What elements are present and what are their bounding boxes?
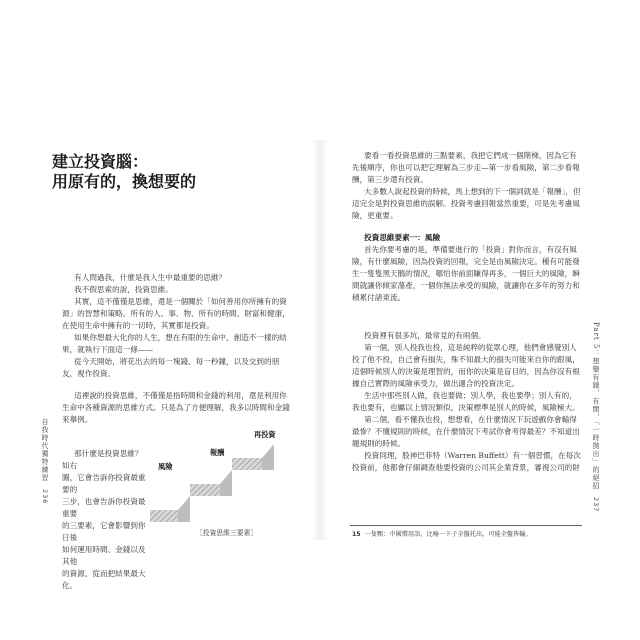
paragraph: 首先你要考慮的是，準備要進行的「投資」對你而言，有沒有風險，有什麼風險，因為投資的回報，完全是由風險決定。種有可能發生一隻隻黑天鵝的情況，哪怕你前面賺得再多，一個巨大的風險，瞬間就讓你傾家蕩產，一個你無法承受的風險，就讓你在多年的努力和積累付諸東流。	[352, 245, 580, 302]
footnote-divider	[350, 525, 582, 526]
stair-step-1-riser	[178, 496, 190, 522]
footnote-number: 15	[352, 531, 361, 538]
paragraph: 第二個，看不懂我也投，想想看，在什麼情況下玩遊戲你會輸得最慘？不懂規則的時候，在什麼情況下考試你會考得最差？不知道出題規則的時候。	[352, 415, 580, 448]
staircase-diagram	[150, 424, 300, 522]
right-running-header	[589, 322, 601, 513]
paragraph: 投資裡有很多坑，最常見的有兩個。	[364, 331, 486, 340]
paragraph: 如果你想最大化你的人生，想在有限的生命中，創造不一樣的結果，就執行下面這一條——	[62, 333, 287, 354]
paragraph: 這裡說的投資思維，不僅僅是指時間和金錢的利用，還是利用你生命中各種資源的思維方式。只是為了方便理解，我多以時間和金錢來舉例。	[62, 391, 290, 424]
stair-step-1	[150, 510, 178, 522]
text-line: 的資源，從而把結果最大化。	[62, 569, 146, 590]
left-page-number: 236	[41, 489, 49, 505]
chapter-title-line-2: 用原有的，換想要的	[52, 172, 197, 191]
page-gutter	[312, 140, 328, 540]
part-title-vertical: Part 5：想變有錢、有閒，「一時拋出」的絕招	[592, 322, 600, 490]
paragraph: 從今天開始，將花出去的每一塊錢、每一秒鐘，以及交到的朋友，視作投資。	[62, 357, 280, 378]
paragraph: 大多數人說起投資的時候，馬上想到的下一個詞就是「報酬」，但這完全是對投資思維的誤解。投資考慮回報當然重要，可是先考慮風險，更重要。	[352, 187, 581, 220]
stair-step-3	[232, 458, 262, 470]
paragraph: 要看一看投資思維的三點要素，我把它們成一個階梯，因為它有先後順序，你也可以把它理解為三步走—第一步看風險，第二步看報酬，第三步還有投資。	[352, 151, 580, 184]
stair-step-2-riser	[220, 470, 232, 496]
stair-step-3-riser	[262, 444, 274, 470]
book-title-vertical: 自我時代獨特練習	[41, 418, 49, 482]
paragraph: 我不假思索的說，投資思維。	[74, 285, 173, 294]
right-page-number: 237	[592, 497, 600, 513]
text-line: 的三要素，它會影響到你日後	[62, 521, 146, 542]
right-body-text	[352, 150, 582, 304]
paragraph: 有人問過我，什麼是我人生中最重要的思維？	[74, 273, 227, 282]
chapter-title	[52, 152, 197, 192]
paragraph: 其實，這不僅僅是思維，還是一個關於「如何善用你所擁有的資源」的智慧和策略。所有的人、事、物、所有的時間、財富和健康，在使用生命中擁有的一切時，其實都是投資。	[62, 297, 290, 330]
section-heading: 投資思維要素一：風險	[364, 233, 441, 242]
footnote-text: 一隻鴨：中國慣用語，比喻一下子全盤托出，可能全盤皆輸。	[364, 531, 532, 538]
chapter-title-line-1: 建立投資腦：	[52, 152, 149, 171]
text-line: 圖，它會告訴你投資最重要的	[62, 473, 146, 494]
paragraph: 生活中那些別人做，我也要做；別人學，我也要學；別人有的，我也要有，也屬以上情況類似，決策標準是別人的時候，風險極大。	[352, 391, 580, 412]
stair-step-2	[190, 484, 220, 496]
paragraph: 投資同理，股神巴菲特（Warren Buffett）有一個習慣，在每次投資前，他都會仔細調查他要投資的公司其企業背景，審視公司的財	[352, 451, 581, 472]
diagram-caption: ［投資思維三要素］	[196, 529, 258, 537]
paragraph: 第一個，別人投我也投，這是純粹的從眾心理，他們會感覺別人投了他不投，自己會有損失，殊不知最大的損失可能來自你的跟風，這個時候別人的決策是理智的，而你的決策是盲目的，因為你沒有根據自己實際的風險承受力，做出適合的投資決定。	[352, 343, 580, 388]
step-label-reinvest: 再投資	[254, 430, 276, 439]
right-body-text-2	[352, 330, 582, 474]
left-narrow-text	[62, 448, 148, 592]
text-line: 那什麼是投資思維？如右	[62, 449, 143, 470]
step-label-return: 報酬	[210, 448, 225, 457]
staircase-graphic	[150, 424, 300, 522]
left-body-text	[62, 272, 294, 426]
text-line: 三步，也會告訴你投資最重要	[62, 497, 146, 518]
footnote	[352, 529, 584, 538]
left-running-header	[38, 418, 50, 505]
text-line: 如何運用時間、金錢以及其他	[62, 545, 146, 566]
step-label-risk: 風險	[158, 462, 173, 471]
